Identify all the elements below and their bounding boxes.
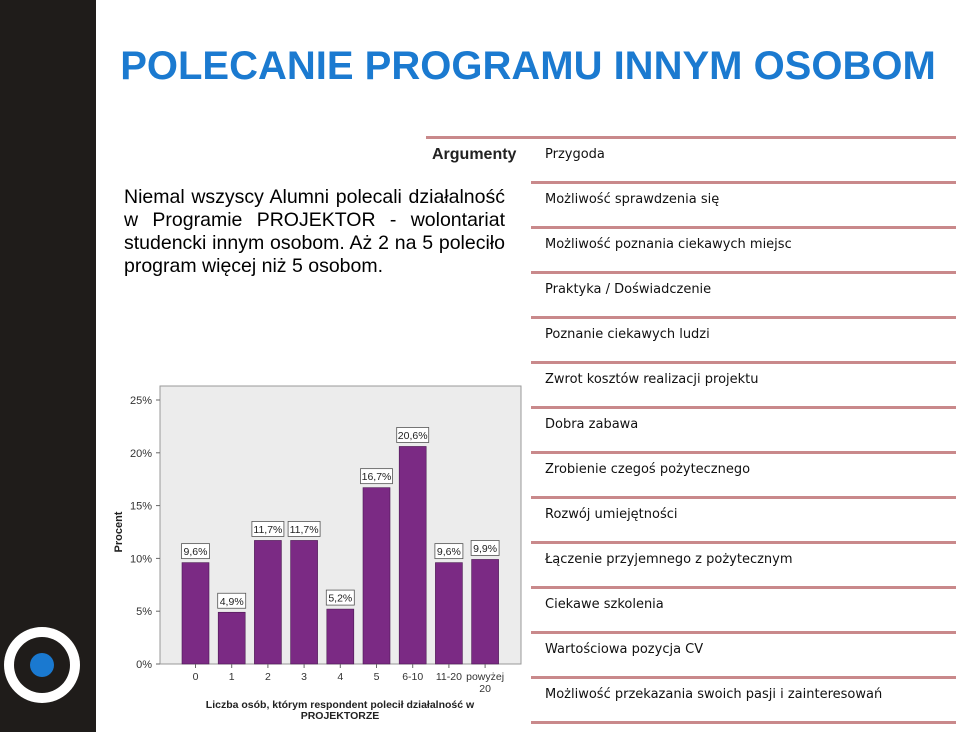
argument-item xyxy=(531,634,956,679)
argument-label: Praktyka / Doświadczenie xyxy=(545,282,712,297)
argument-label: Dobra zabawa xyxy=(545,417,639,432)
argument-item xyxy=(531,274,956,319)
data-label: 9,6% xyxy=(436,546,461,559)
arguments-header: Argumenty xyxy=(432,146,517,163)
argument-label: Możliwość sprawdzenia się xyxy=(545,192,720,207)
logo xyxy=(4,627,80,703)
y-tick-label: 10% xyxy=(129,553,152,566)
bar xyxy=(254,540,281,664)
y-tick-label: 25% xyxy=(129,395,152,407)
x-tick-label: 0 xyxy=(192,671,199,683)
argument-item xyxy=(531,184,956,229)
argument-item xyxy=(531,544,956,589)
x-tick-label: 4 xyxy=(337,671,344,683)
data-label: 20,6% xyxy=(397,429,428,442)
argument-label: Łączenie przyjemnego z pożytecznym xyxy=(545,552,793,567)
data-label: 9,9% xyxy=(473,542,498,555)
bar xyxy=(399,446,426,664)
x-tick-label: 11-20 xyxy=(435,671,462,683)
x-axis-title: Liczba osób, którym respondent polecił działalność w xyxy=(205,699,475,711)
logo-dot-icon xyxy=(30,653,54,677)
data-label: 9,6% xyxy=(183,546,208,559)
logo-ring xyxy=(14,637,70,693)
x-tick-label: 2 xyxy=(264,671,271,683)
argument-label: Przygoda xyxy=(545,147,605,162)
argument-label: Wartościowa pozycja CV xyxy=(545,642,704,657)
y-axis-title: Procent xyxy=(113,511,125,553)
bar xyxy=(363,488,390,664)
bar xyxy=(218,612,245,664)
argument-label: Zrobienie czegoś pożytecznego xyxy=(545,462,751,477)
bar xyxy=(291,540,318,664)
data-label: 11,7% xyxy=(289,523,319,536)
y-tick-label: 15% xyxy=(129,500,152,513)
data-label: 5,2% xyxy=(328,592,353,605)
data-label: 11,7% xyxy=(253,523,283,536)
x-axis-title: PROJEKTORZE xyxy=(300,710,380,722)
bar-chart xyxy=(108,380,528,732)
bar xyxy=(472,559,499,664)
bar xyxy=(435,563,462,664)
x-tick-label: 6-10 xyxy=(402,671,424,683)
argument-label: Możliwość poznania ciekawych miejsc xyxy=(545,237,792,252)
argument-item xyxy=(531,364,956,409)
y-tick-label: 0% xyxy=(136,659,152,671)
slide-title: POLECANIE PROGRAMU INNYM OSOBOM xyxy=(120,44,936,88)
argument-item xyxy=(531,679,956,724)
argument-item xyxy=(531,454,956,499)
bar xyxy=(327,609,354,664)
x-tick-label: 1 xyxy=(228,671,235,683)
bar xyxy=(182,563,209,664)
y-tick-label: 5% xyxy=(136,606,152,619)
argument-item xyxy=(531,319,956,364)
argument-item xyxy=(531,229,956,274)
y-tick-label: 20% xyxy=(129,447,152,460)
x-tick-label: 3 xyxy=(301,671,308,683)
lead-paragraph: Niemal wszyscy Alumni polecali działalność w Programie PROJEKTOR - wolontariat studencki innym osobom. Aż 2 na 5 poleciło program więcej niż 5 osobom. xyxy=(124,186,505,277)
data-label: 16,7% xyxy=(361,471,392,484)
argument-item xyxy=(531,409,956,454)
sidebar xyxy=(0,0,96,732)
x-tick-label: powyżej xyxy=(466,671,505,683)
x-tick-label: 5 xyxy=(373,671,380,683)
argument-label: Rozwój umiejętności xyxy=(545,507,678,522)
argument-item xyxy=(531,589,956,634)
data-label: 4,9% xyxy=(219,595,244,608)
argument-label: Poznanie ciekawych ludzi xyxy=(545,327,710,342)
argument-label: Możliwość przekazania swoich pasji i zainteresowań xyxy=(545,687,883,702)
argument-item xyxy=(531,139,956,184)
argument-label: Ciekawe szkolenia xyxy=(545,597,664,612)
argument-label: Zwrot kosztów realizacji projektu xyxy=(545,372,759,387)
argument-rule xyxy=(531,721,956,724)
bar-chart-svg xyxy=(108,380,528,732)
argument-item xyxy=(531,499,956,544)
x-tick-label: 20 xyxy=(479,683,491,695)
